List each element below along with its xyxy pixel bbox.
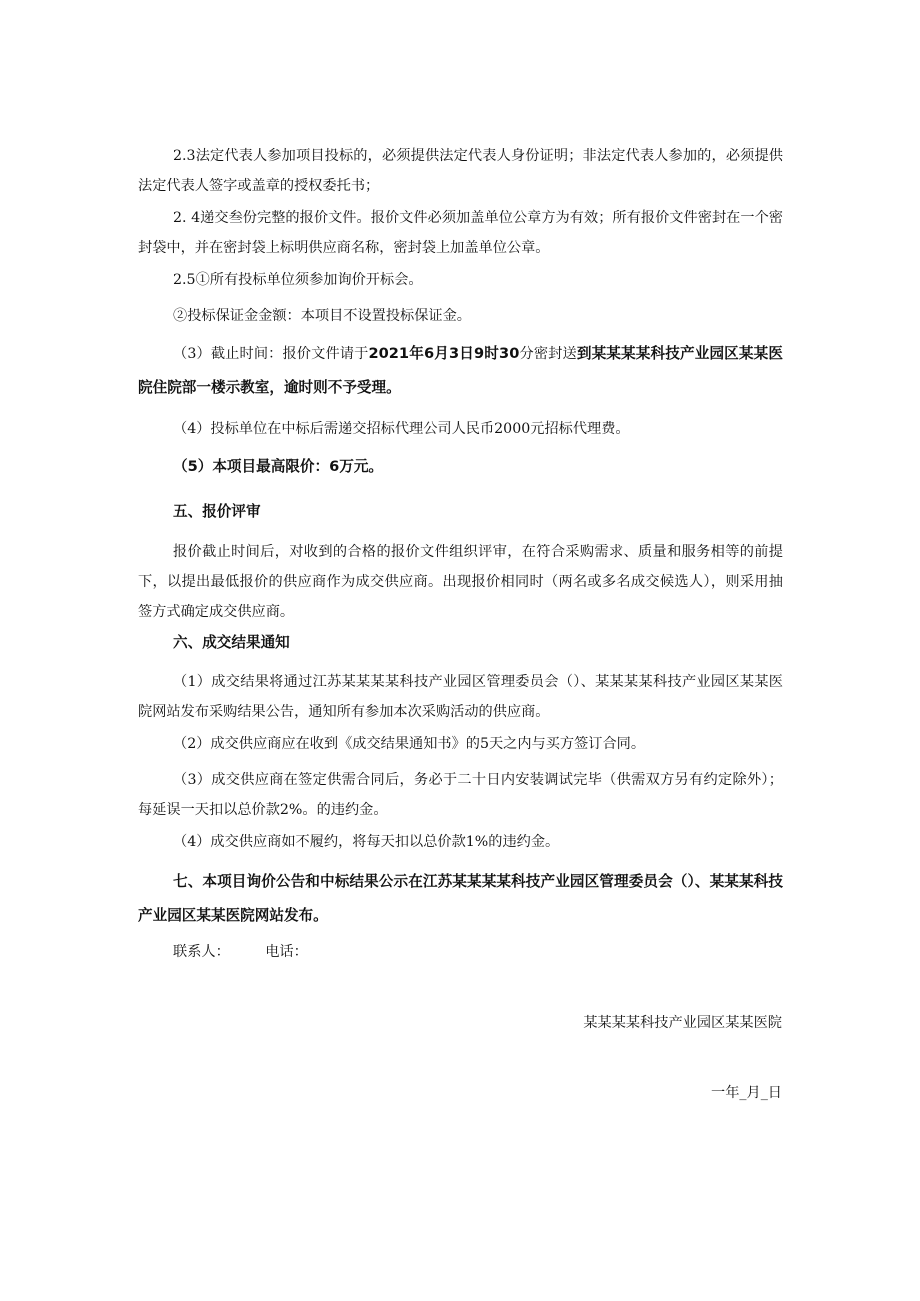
deadline-mid: 分密封送 bbox=[519, 346, 577, 362]
section-heading-5: 五、报价评审 bbox=[173, 503, 261, 520]
clause-price-limit: （5）本项目最高限价：6万元。 bbox=[173, 458, 384, 475]
issue-date: 一年_月_日 bbox=[711, 1085, 782, 1101]
clause-2-5-b: ②投标保证金金额：本项目不设置投标保证金。 bbox=[173, 308, 471, 324]
deadline-datetime: 2021年6月3日9时30 bbox=[368, 345, 520, 362]
clause-2-5-a: 2.5①所有投标单位须参加询价开标会。 bbox=[173, 272, 423, 288]
contact-line: 联系人： 电话： bbox=[173, 944, 308, 960]
deadline-prefix: （3）截止时间：报价文件请于 bbox=[173, 346, 369, 362]
result-item-3: （3）成交供应商在签定供需合同后，务必于二十日内安装调试完毕（供需双方另有约定除外）；每延误一天扣以总价款2%。的违约金。 bbox=[138, 772, 783, 818]
clause-agency-fee: （4）投标单位在中标后需递交招标代理公司人民币2000元招标代理费。 bbox=[173, 421, 630, 437]
clause-2-4: 2. 4递交叁份完整的报价文件。报价文件必须加盖单位公章方为有效；所有报价文件密封在一个密封袋中，并在密封袋上标明供应商名称，密封袋上加盖单位公章。 bbox=[138, 210, 783, 256]
result-item-1: （1）成交结果将通过江苏某某某某科技产业园区管理委员会（）、某某某某科技产业园区某某医院网站发布采购结果公告，通知所有参加本次采购活动的供应商。 bbox=[138, 674, 783, 720]
section-heading-6: 六、成交结果通知 bbox=[173, 634, 290, 651]
result-item-2: （2）成交供应商应在收到《成交结果通知书》的5天之内与买方签订合同。 bbox=[173, 736, 646, 752]
clause-2-3: 2.3法定代表人参加项目投标的，必须提供法定代表人身份证明；非法定代表人参加的，必须提供法定代表人签字或盖章的授权委托书； bbox=[138, 148, 783, 194]
result-item-4: （4）成交供应商如不履约，将每天扣以总价款1%的违约金。 bbox=[173, 834, 560, 850]
clause-deadline bbox=[138, 337, 783, 405]
section-heading-7: 七、本项目询价公告和中标结果公示在江苏某某某某科技产业园区管理委员会（）、某某某科技产业园区某某医院网站发布。 bbox=[138, 873, 783, 924]
issuing-organization: 某某某某科技产业园区某某医院 bbox=[583, 1015, 782, 1031]
evaluation-text: 报价截止时间后，对收到的合格的报价文件组织评审，在符合采购需求、质量和服务相等的前提下，以提出最低报价的供应商作为成交供应商。出现报价相同时（两名或多名成交候选人），则采用抽签方式确定成交供应商。 bbox=[138, 544, 783, 620]
deadline-location: 到某某某某科技产业园区某某医院住院部一楼示教室，逾时则不予受理。 bbox=[138, 345, 783, 396]
